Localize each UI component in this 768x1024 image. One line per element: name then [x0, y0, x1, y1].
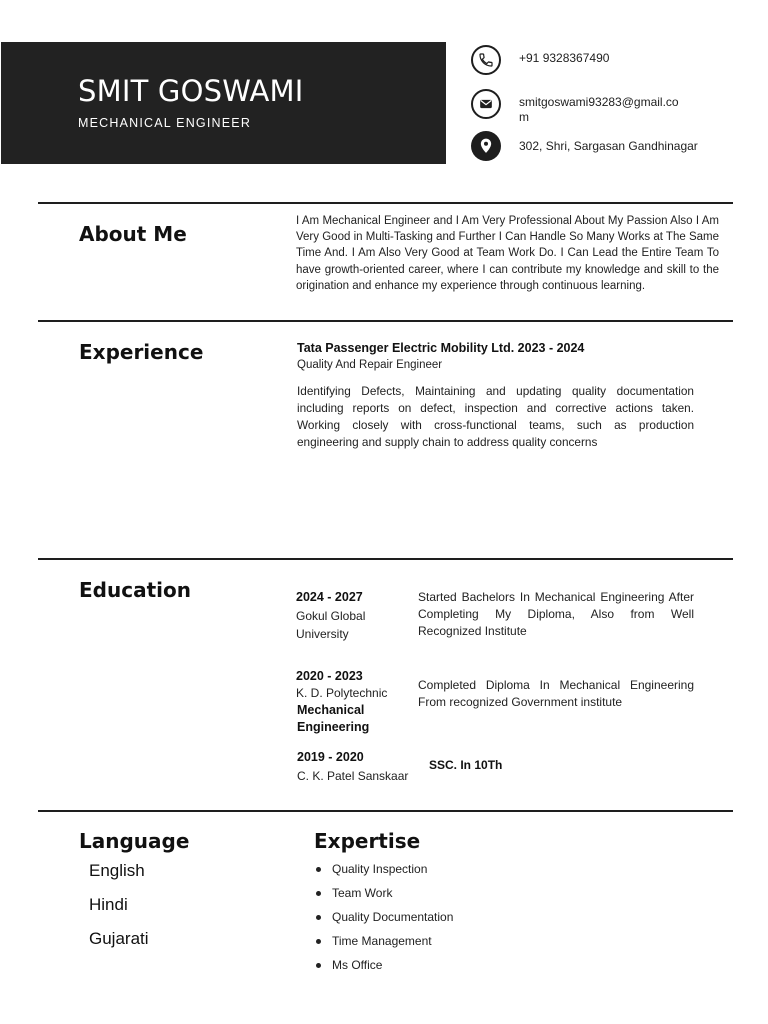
edu-description-2: Completed Diploma In Mechanical Engineering From recognized Government institute — [418, 678, 694, 709]
bullet-icon — [316, 963, 321, 968]
skill-label: Ms Office — [332, 958, 383, 972]
language-item: Hindi — [89, 895, 128, 914]
envelope-icon — [471, 89, 501, 119]
skill-label: Team Work — [332, 886, 393, 900]
contact-address-row — [471, 131, 698, 161]
edu-institution-3: C. K. Patel Sanskaar — [297, 769, 409, 783]
bullet-icon — [316, 891, 321, 896]
skill-item — [316, 886, 392, 900]
job-role: Quality And Repair Engineer — [297, 359, 443, 371]
skill-item — [316, 934, 432, 948]
address: 302, Shri, Sargasan Gandhinagar — [519, 139, 698, 153]
language-item: Gujarati — [89, 929, 149, 948]
bullet-icon — [316, 867, 321, 872]
divider-education — [38, 558, 733, 560]
skill-label: Time Management — [332, 934, 432, 948]
bullet-icon — [316, 915, 321, 920]
job-title: Tata Passenger Electric Mobility Ltd. 2023 - 2024 — [297, 341, 585, 355]
edu-field-2: Mechanical Engineering — [297, 703, 370, 734]
skill-item — [316, 958, 382, 972]
candidate-role: MECHANICAL ENGINEER — [78, 116, 252, 130]
language-title: Language — [79, 829, 190, 853]
edu-years-2: 2020 - 2023 — [296, 669, 363, 683]
divider-experience — [38, 320, 733, 322]
divider-language — [38, 810, 733, 812]
education-title: Education — [79, 578, 191, 602]
skill-label: Quality Inspection — [332, 862, 428, 876]
candidate-name: SMIT GOSWAMI — [78, 74, 304, 108]
bullet-icon — [316, 939, 321, 944]
job-description: Identifying Defects, Maintaining and updating quality documentation including reports on defect, inspection and corrective actions taken. Working closely with cross-functional teams, such as production engineering and supply chain to address quality concerns — [297, 384, 694, 449]
phone-icon — [471, 45, 501, 75]
contact-email-row — [471, 89, 681, 125]
expertise-title: Expertise — [314, 829, 421, 853]
about-title: About Me — [79, 222, 187, 246]
edu-years-3: 2019 - 2020 — [297, 750, 364, 764]
phone-number[interactable]: +91 9328367490 — [519, 51, 610, 65]
location-pin-icon — [471, 131, 501, 161]
experience-title: Experience — [79, 340, 204, 364]
divider-about — [38, 202, 733, 204]
email-address[interactable]: smitgoswami93283@gmail.com — [519, 95, 679, 124]
skill-item — [316, 862, 427, 876]
contact-phone-row — [471, 45, 609, 75]
skill-item — [316, 910, 453, 924]
edu-institution-2: K. D. Polytechnic — [296, 686, 388, 700]
edu-description-1: Started Bachelors In Mechanical Engineering After Completing My Diploma, Also from Well Recognized Institute — [418, 590, 694, 638]
language-item: English — [89, 861, 145, 880]
edu-years-1: 2024 - 2027 — [296, 590, 363, 604]
edu-description-3: SSC. In 10Th — [429, 758, 503, 772]
skill-label: Quality Documentation — [332, 910, 454, 924]
edu-institution-1: Gokul Global University — [296, 609, 366, 641]
about-text: I Am Mechanical Engineer and I Am Very Professional About My Passion Also I Am Very Good in Multi-Tasking and Further I Can Handle So Many Works at The Same Time And. I Am Also Very Good at Team Work Do. I Can Lead the Entire Team To have growth-oriented career, where I can contribute my knowledge and skill to the origination and enhance my experience through continuous learning. — [296, 215, 719, 292]
